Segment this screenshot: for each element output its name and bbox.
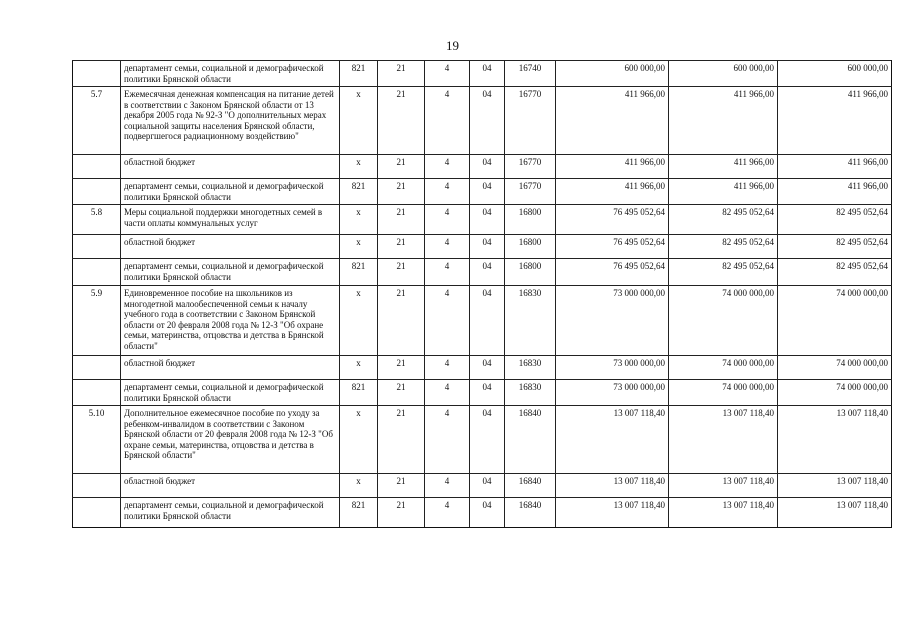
item-code: 16800 <box>505 235 556 259</box>
amount-2: 74 000 000,00 <box>669 286 778 356</box>
amount-1: 76 495 052,64 <box>556 235 669 259</box>
item-code: 16800 <box>505 259 556 286</box>
amount-3: 13 007 118,40 <box>778 406 892 474</box>
amount-3: 82 495 052,64 <box>778 205 892 235</box>
table-row <box>73 235 892 259</box>
row-number <box>73 155 121 179</box>
amount-2: 13 007 118,40 <box>669 498 778 528</box>
item-code: 16830 <box>505 380 556 406</box>
row-number: 5.8 <box>73 205 121 235</box>
row-name: Меры социальной поддержки многодетных семей в части оплаты коммунальных услуг <box>121 205 340 235</box>
row-number <box>73 380 121 406</box>
amount-1: 13 007 118,40 <box>556 498 669 528</box>
row-name: областной бюджет <box>121 356 340 380</box>
table-row <box>73 498 892 528</box>
admin-code: 821 <box>340 498 378 528</box>
section-code: 21 <box>378 61 425 87</box>
admin-code: х <box>340 235 378 259</box>
section-code: 21 <box>378 380 425 406</box>
section-code: 21 <box>378 356 425 380</box>
table-row <box>73 61 892 87</box>
amount-1: 411 966,00 <box>556 87 669 155</box>
item-code: 16770 <box>505 155 556 179</box>
admin-code: х <box>340 356 378 380</box>
program-code: 04 <box>470 406 505 474</box>
admin-code: х <box>340 286 378 356</box>
subsection-code: 4 <box>425 61 470 87</box>
amount-2: 74 000 000,00 <box>669 380 778 406</box>
subsection-code: 4 <box>425 286 470 356</box>
section-code: 21 <box>378 286 425 356</box>
admin-code: х <box>340 155 378 179</box>
amount-3: 411 966,00 <box>778 87 892 155</box>
row-name: Ежемесячная денежная компенсация на питание детей в соответствии с Законом Брянской области от 13 декабря 2005 года № 92-З "О дополнительных мерах социальной защиты населения Брянской области, подвергшегося радиационному воздействию" <box>121 87 340 155</box>
amount-3: 411 966,00 <box>778 179 892 205</box>
subsection-code: 4 <box>425 155 470 179</box>
amount-2: 411 966,00 <box>669 179 778 205</box>
table-row <box>73 87 892 155</box>
row-name: Дополнительное ежемесячное пособие по уходу за ребенком-инвалидом в соответствии с Законом Брянской области от 20 февраля 2008 года № 12-З "Об охране семьи, материнства, отцовства и детства в Брянской области" <box>121 406 340 474</box>
row-number: 5.7 <box>73 87 121 155</box>
row-name: областной бюджет <box>121 235 340 259</box>
item-code: 16840 <box>505 498 556 528</box>
item-code: 16840 <box>505 474 556 498</box>
section-code: 21 <box>378 155 425 179</box>
section-code: 21 <box>378 179 425 205</box>
program-code: 04 <box>470 205 505 235</box>
amount-1: 76 495 052,64 <box>556 259 669 286</box>
amount-3: 82 495 052,64 <box>778 259 892 286</box>
amount-1: 13 007 118,40 <box>556 406 669 474</box>
subsection-code: 4 <box>425 235 470 259</box>
row-number <box>73 259 121 286</box>
admin-code: х <box>340 406 378 474</box>
program-code: 04 <box>470 259 505 286</box>
amount-1: 411 966,00 <box>556 155 669 179</box>
section-code: 21 <box>378 205 425 235</box>
row-number: 5.9 <box>73 286 121 356</box>
table-row <box>73 155 892 179</box>
item-code: 16800 <box>505 205 556 235</box>
subsection-code: 4 <box>425 356 470 380</box>
admin-code: х <box>340 474 378 498</box>
amount-2: 82 495 052,64 <box>669 235 778 259</box>
item-code: 16770 <box>505 179 556 205</box>
admin-code: х <box>340 87 378 155</box>
row-number <box>73 474 121 498</box>
program-code: 04 <box>470 498 505 528</box>
amount-2: 74 000 000,00 <box>669 356 778 380</box>
program-code: 04 <box>470 87 505 155</box>
admin-code: 821 <box>340 61 378 87</box>
page-number: 19 <box>446 38 459 53</box>
amount-2: 411 966,00 <box>669 87 778 155</box>
row-name: областной бюджет <box>121 474 340 498</box>
section-code: 21 <box>378 406 425 474</box>
subsection-code: 4 <box>425 474 470 498</box>
table-row <box>73 474 892 498</box>
section-code: 21 <box>378 474 425 498</box>
amount-2: 600 000,00 <box>669 61 778 87</box>
amount-2: 411 966,00 <box>669 155 778 179</box>
section-code: 21 <box>378 235 425 259</box>
program-code: 04 <box>470 155 505 179</box>
amount-3: 13 007 118,40 <box>778 498 892 528</box>
row-name: департамент семьи, социальной и демографической политики Брянской области <box>121 61 340 87</box>
subsection-code: 4 <box>425 259 470 286</box>
section-code: 21 <box>378 87 425 155</box>
subsection-code: 4 <box>425 205 470 235</box>
amount-1: 600 000,00 <box>556 61 669 87</box>
table-row <box>73 205 892 235</box>
amount-1: 73 000 000,00 <box>556 380 669 406</box>
row-name: департамент семьи, социальной и демографической политики Брянской области <box>121 380 340 406</box>
section-code: 21 <box>378 259 425 286</box>
row-number <box>73 179 121 205</box>
item-code: 16830 <box>505 356 556 380</box>
item-code: 16830 <box>505 286 556 356</box>
program-code: 04 <box>470 61 505 87</box>
row-number <box>73 235 121 259</box>
row-name: департамент семьи, социальной и демографической политики Брянской области <box>121 259 340 286</box>
program-code: 04 <box>470 235 505 259</box>
admin-code: х <box>340 205 378 235</box>
subsection-code: 4 <box>425 87 470 155</box>
item-code: 16740 <box>505 61 556 87</box>
amount-2: 82 495 052,64 <box>669 205 778 235</box>
table-row <box>73 179 892 205</box>
program-code: 04 <box>470 356 505 380</box>
row-name: департамент семьи, социальной и демографической политики Брянской области <box>121 179 340 205</box>
admin-code: 821 <box>340 179 378 205</box>
amount-2: 13 007 118,40 <box>669 474 778 498</box>
amount-2: 82 495 052,64 <box>669 259 778 286</box>
subsection-code: 4 <box>425 406 470 474</box>
program-code: 04 <box>470 286 505 356</box>
row-number: 5.10 <box>73 406 121 474</box>
admin-code: 821 <box>340 259 378 286</box>
program-code: 04 <box>470 179 505 205</box>
program-code: 04 <box>470 474 505 498</box>
subsection-code: 4 <box>425 498 470 528</box>
amount-3: 600 000,00 <box>778 61 892 87</box>
table-row <box>73 356 892 380</box>
row-name: Единовременное пособие на школьников из многодетной малообеспеченной семьи к началу учебного года в соответствии с Законом Брянской области от 20 февраля 2008 года № 12-З "Об охране семьи, материнства, отцовства и детства в Брянской области" <box>121 286 340 356</box>
table-row <box>73 406 892 474</box>
amount-3: 13 007 118,40 <box>778 474 892 498</box>
subsection-code: 4 <box>425 380 470 406</box>
amount-2: 13 007 118,40 <box>669 406 778 474</box>
amount-1: 76 495 052,64 <box>556 205 669 235</box>
row-name: департамент семьи, социальной и демографической политики Брянской области <box>121 498 340 528</box>
amount-1: 73 000 000,00 <box>556 356 669 380</box>
budget-table <box>72 60 892 528</box>
amount-3: 82 495 052,64 <box>778 235 892 259</box>
item-code: 16770 <box>505 87 556 155</box>
amount-3: 74 000 000,00 <box>778 356 892 380</box>
amount-1: 73 000 000,00 <box>556 286 669 356</box>
amount-1: 411 966,00 <box>556 179 669 205</box>
program-code: 04 <box>470 380 505 406</box>
table-row <box>73 286 892 356</box>
row-name: областной бюджет <box>121 155 340 179</box>
row-number <box>73 498 121 528</box>
amount-1: 13 007 118,40 <box>556 474 669 498</box>
row-number <box>73 61 121 87</box>
item-code: 16840 <box>505 406 556 474</box>
table-row <box>73 259 892 286</box>
subsection-code: 4 <box>425 179 470 205</box>
amount-3: 74 000 000,00 <box>778 380 892 406</box>
table-row <box>73 380 892 406</box>
row-number <box>73 356 121 380</box>
section-code: 21 <box>378 498 425 528</box>
amount-3: 74 000 000,00 <box>778 286 892 356</box>
admin-code: 821 <box>340 380 378 406</box>
amount-3: 411 966,00 <box>778 155 892 179</box>
